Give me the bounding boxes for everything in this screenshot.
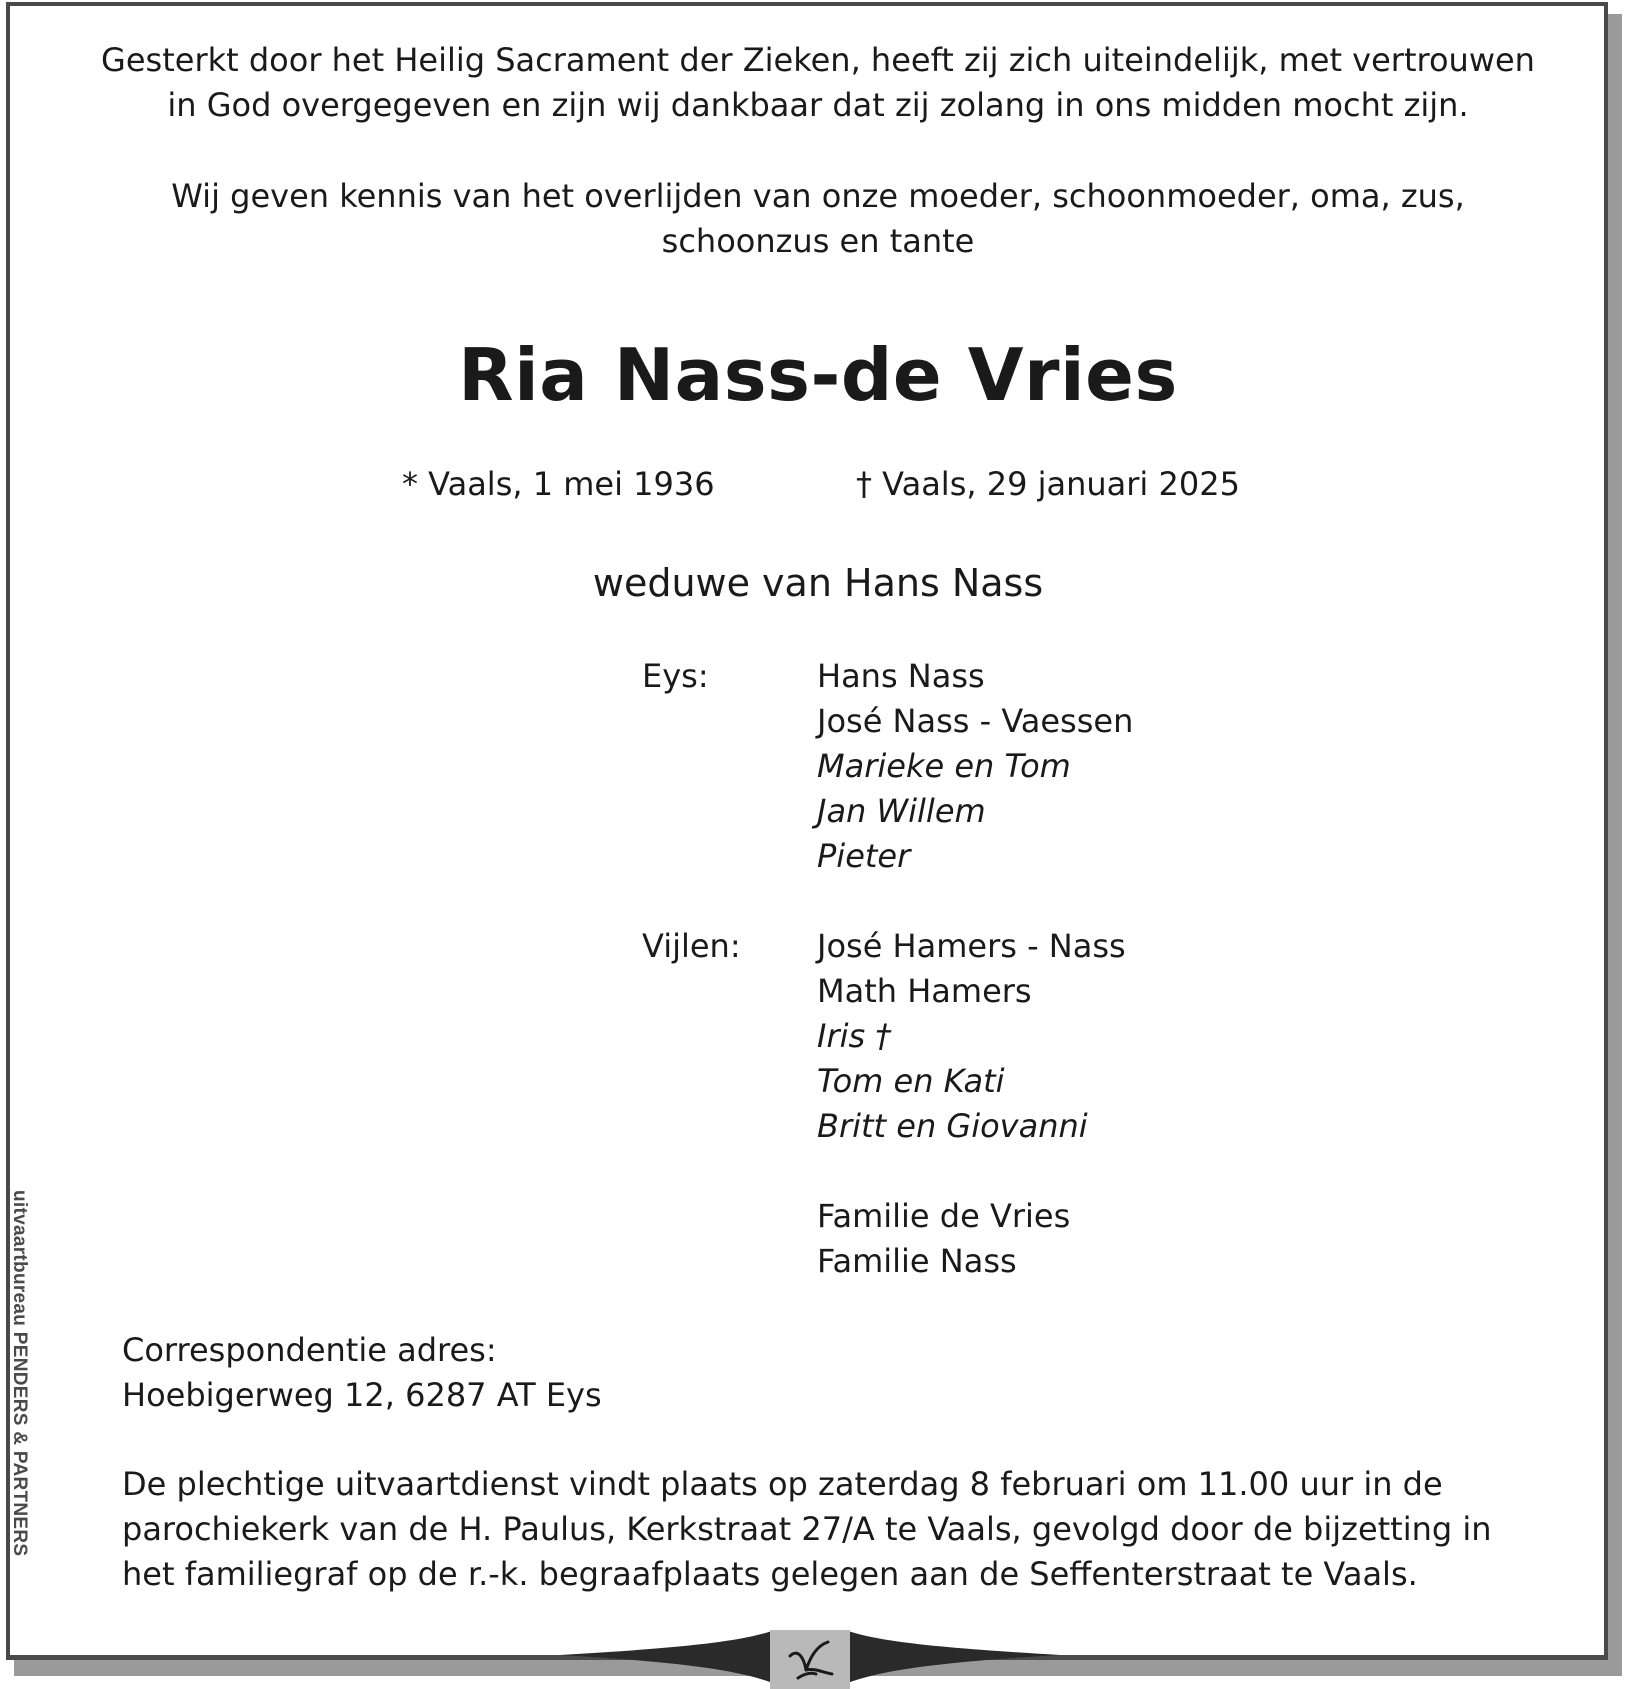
birth-date: * Vaals, 1 mei 1936 <box>402 465 715 503</box>
family-member: Familie Nass <box>817 1242 1017 1280</box>
service-line-1: De plechtige uitvaartdienst vindt plaats op zaterdag 8 februari om 11.00 uur in de <box>122 1465 1443 1503</box>
family-member: José Hamers - Nass <box>817 927 1126 965</box>
service-line-3: het familiegraf op de r.-k. begraafplaats gelegen aan de Seffenterstraat te Vaals. <box>122 1555 1418 1593</box>
widow-of: weduwe van Hans Nass <box>592 561 1044 605</box>
grandchild: Marieke en Tom <box>817 747 1071 785</box>
notice-text <box>0 174 1636 264</box>
family-member: José Nass - Vaessen <box>817 702 1134 740</box>
grandchild: Pieter <box>817 837 911 875</box>
intro-line-1: Gesterkt door het Heilig Sacrament der Zieken, heeft zij zich uiteindelijk, met vertrouwen <box>101 41 1535 79</box>
family-place-vijlen: Vijlen: <box>642 927 741 965</box>
family-member: Familie de Vries <box>817 1197 1071 1235</box>
family-member: Hans Nass <box>817 657 985 695</box>
grandchild: Britt en Giovanni <box>817 1107 1088 1145</box>
service-line-2: parochiekerk van de H. Paulus, Kerkstraat 27/A te Vaals, gevolgd door de bijzetting in <box>122 1510 1492 1548</box>
correspondence-block <box>122 1328 602 1418</box>
family-list-vijlen <box>817 924 1126 1149</box>
family-list-eys <box>817 654 1133 879</box>
family-member: Math Hamers <box>817 972 1032 1010</box>
side-credit-text: uitvaartbureau PENDERS & PARTNERS <box>9 1190 30 1557</box>
deceased-name: Ria Nass-de Vries <box>458 333 1178 417</box>
grandchild: Tom en Kati <box>817 1062 1005 1100</box>
service-info <box>122 1462 1522 1597</box>
notice-line-1: Wij geven kennis van het overlijden van onze moeder, schoonmoeder, oma, zus, <box>171 177 1465 215</box>
correspondence-label: Correspondentie adres: <box>122 1331 497 1369</box>
family-place-eys: Eys: <box>642 657 709 695</box>
correspondence-address: Hoebigerweg 12, 6287 AT Eys <box>122 1376 602 1414</box>
family-list-other <box>817 1194 1070 1284</box>
intro-line-2: in God overgegeven en zijn wij dankbaar dat zij zolang in ons midden mocht zijn. <box>167 86 1469 124</box>
notice-line-2: schoonzus en tante <box>661 222 975 260</box>
bird-sprig-ornament-icon <box>560 1628 1060 1689</box>
grandchild: Iris † <box>817 1017 892 1055</box>
intro-text <box>0 38 1636 128</box>
side-credit <box>8 1190 30 1590</box>
grandchild: Jan Willem <box>817 792 986 830</box>
death-date: † Vaals, 29 januari 2025 <box>856 465 1240 503</box>
